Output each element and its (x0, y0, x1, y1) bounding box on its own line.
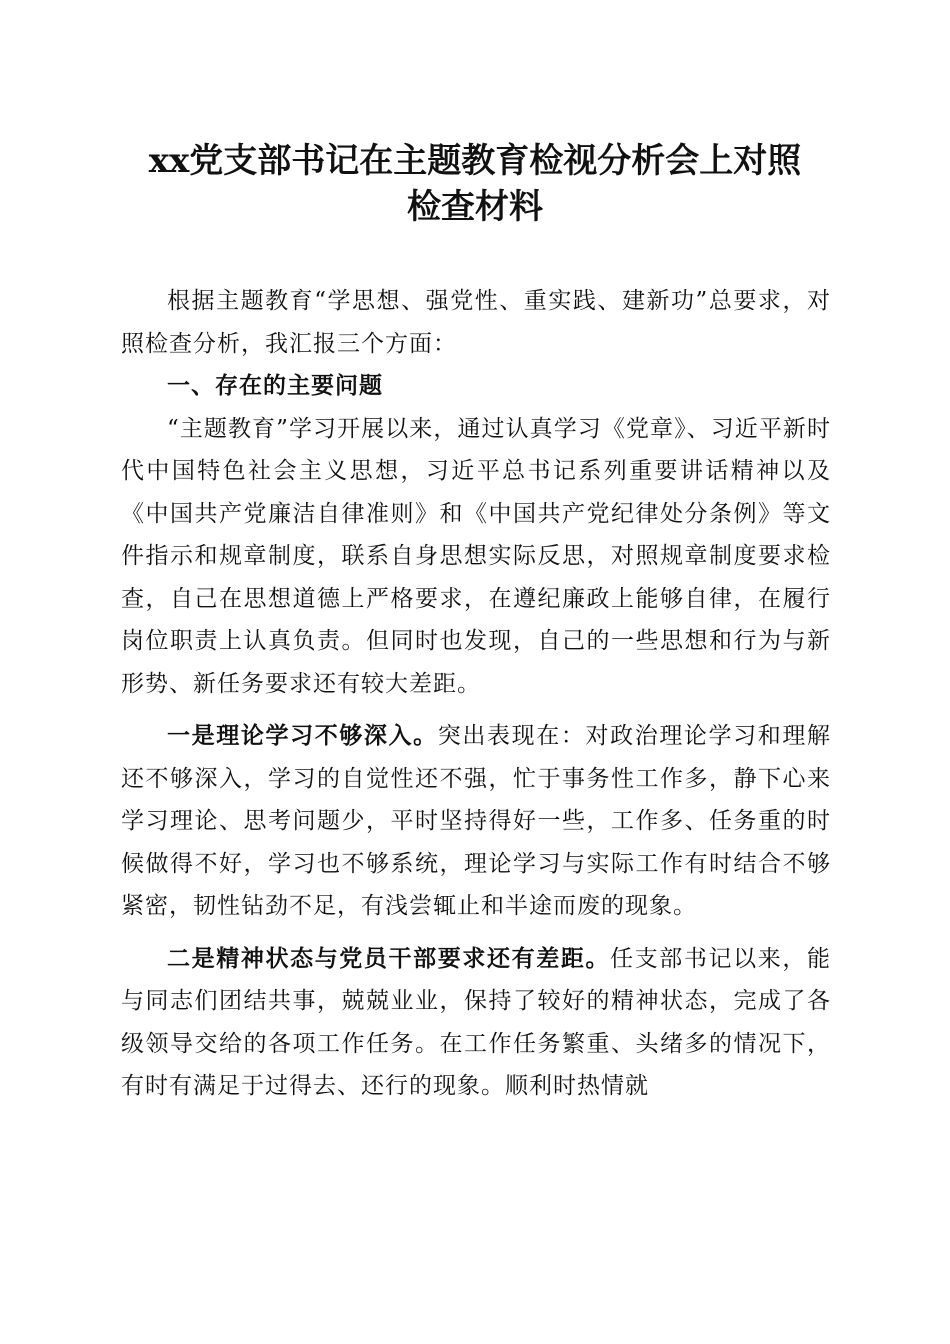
document-title (100, 138, 850, 230)
paragraph-study-overview: “主题教育”学习开展以来，通过认真学习《党章》、习近平新时代中国特色社会主义思想，习近平总书记系列重要讲话精神以及《中国共产党廉洁自律准则》和《中国共产党纪律处分条例》等文件指示和规章制度，联系自身思想实际反思，对照规章制度要求检查，自己在思想道德上严格要求，在遵纪廉政上能够自律，在履行岗位职责上认真负责。但同时也发现，自己的一些思想和行为与新形势、新任务要求还有较大差距。 (121, 415, 831, 697)
document-body (121, 280, 831, 1108)
intro-paragraph: 根据主题教育“学思想、强党性、重实践、建新功”总要求，对照检查分析，我汇报三个方面： (121, 288, 831, 357)
point-2-lead: 二是精神状态与党员干部要求还有差距。 (167, 944, 611, 972)
title-line-1: xx党支部书记在主题教育检视分析会上对照 (148, 141, 802, 181)
paragraph-point-1 (121, 715, 831, 928)
point-1-text: 突出表现在：对政治理论学习和理解还不够深入，学习的自觉性还不强，忙于事务性工作多，静下心来学习理论、思考问题少，平时坚持得好一些，工作多、任务重的时候做得不好，学习也不够系统，理论学习与实际工作有时结合不够紧密，韧性钻劲不足，有浅尝辄止和半途而废的现象。 (121, 723, 832, 919)
title-line-2: 检查材料 (407, 187, 543, 227)
point-2-text: 任支部书记以来，能与同志们团结共事，兢兢业业，保持了较好的精神状态，完成了各级领导交给的各项工作任务。在工作任务繁重、头绪多的情况下，有时有满足于过得去、还行的现象。顺利时热情就 (121, 945, 832, 1099)
point-1-lead: 一是理论学习不够深入。 (167, 722, 438, 749)
paragraph-point-2 (121, 938, 831, 1108)
section-heading: 一、存在的主要问题 (167, 373, 383, 399)
